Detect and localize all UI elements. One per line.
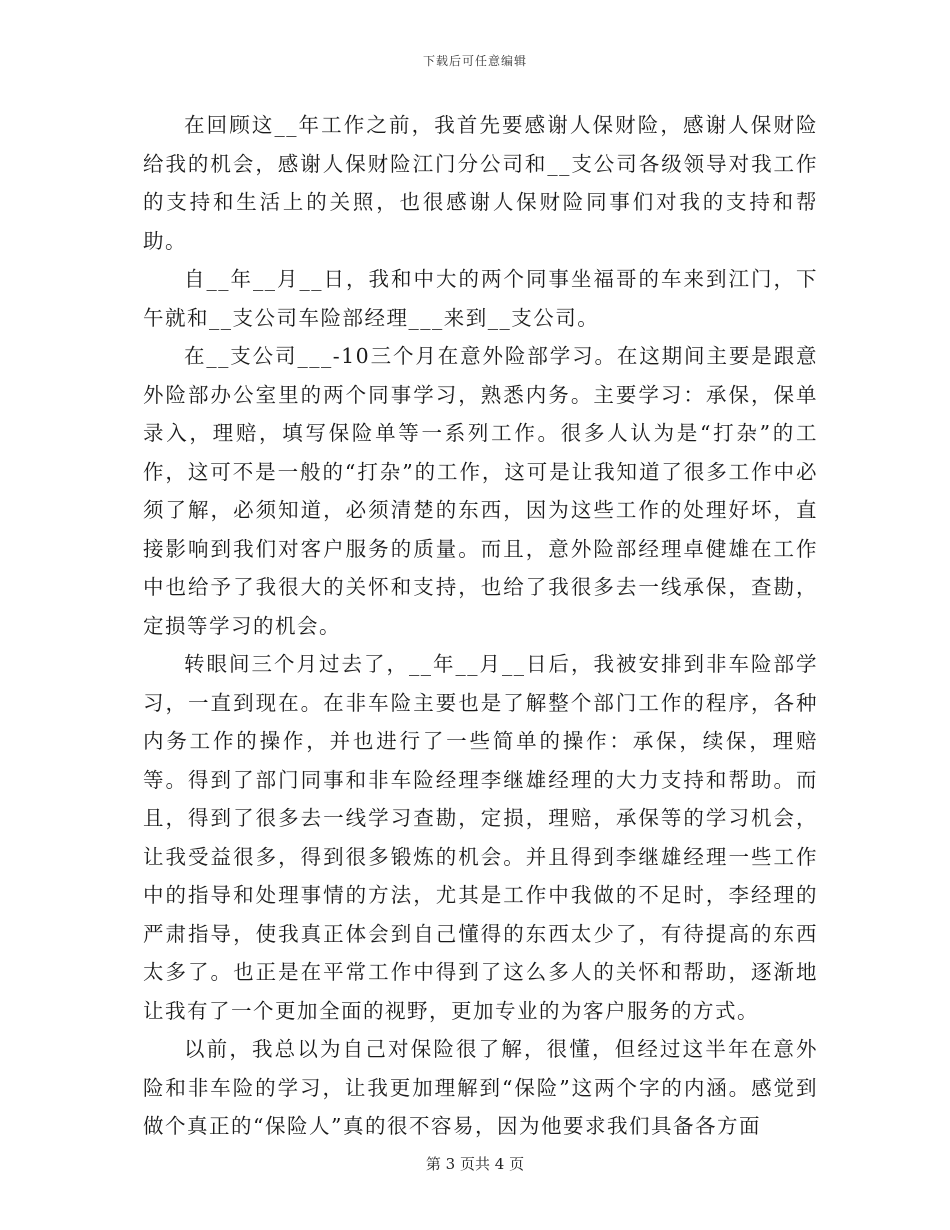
paragraph-non-auto-insurance: 转眼间三个月过去了，__年__月__日后，我被安排到非车险部学习，一直到现在。在非车险主要也是了解整个部门工作的程序，各种内务工作的操作，并也进行了一些简单的操作：承保，续保，理赔等。得到了部门同事和非车险经理李继雄经理的大力支持和帮助。而且，得到了很多去一线学习查勘，定损，理赔，承保等的学习机会，让我受益很多，得到很多锻炼的机会。并且得到李继雄经理一些工作中的指导和处理事情的方法，尤其是工作中我做的不足时，李经理的严肃指导，使我真正体会到自己懂得的东西太少了，有待提高的东西太多了。也正是在平常工作中得到了这么多人的关怀和帮助，逐渐地让我有了一个更加全面的视野，更加专业的为客户服务的方式。	[143, 652, 818, 1023]
document-body	[143, 106, 818, 1146]
paragraph-gratitude: 在回顾这__年工作之前，我首先要感谢人保财险，感谢人保财险给我的机会，感谢人保财险江门分公司和__支公司各级领导对我工作的支持和生活上的关照，也很感谢人保财险同事们对我的支持和帮助。	[143, 113, 818, 253]
paragraph-arrival: 自__年__月__日，我和中大的两个同事坐福哥的车来到江门，下午就和__支公司车险部经理___来到__支公司。	[143, 267, 818, 330]
page-number: 第 3 页共 4 页	[425, 1155, 525, 1173]
paragraph-accident-insurance: 在__支公司___-10三个月在意外险部学习。在这期间主要是跟意外险部办公室里的两个同事学习，熟悉内务。主要学习：承保，保单录入，理赔，填写保险单等一系列工作。很多人认为是“打杂”的工作，这可不是一般的“打杂”的工作，这可是让我知道了很多工作中必须了解，必须知道，必须清楚的东西，因为这些工作的处理好坏，直接影响到我们对客户服务的质量。而且，意外险部经理卓健雄在工作中也给予了我很大的关怀和支持，也给了我很多去一线承保，查勘，定损等学习的机会。	[143, 344, 818, 638]
page-header: 下载后可任意编辑	[422, 54, 527, 68]
paragraph-reflection: 以前，我总以为自己对保险很了解，很懂，但经过这半年在意外险和非车险的学习，让我更加理解到“保险”这两个字的内涵。感觉到做个真正的“保险人”真的很不容易，因为他要求我们具备各方面	[143, 1037, 818, 1138]
